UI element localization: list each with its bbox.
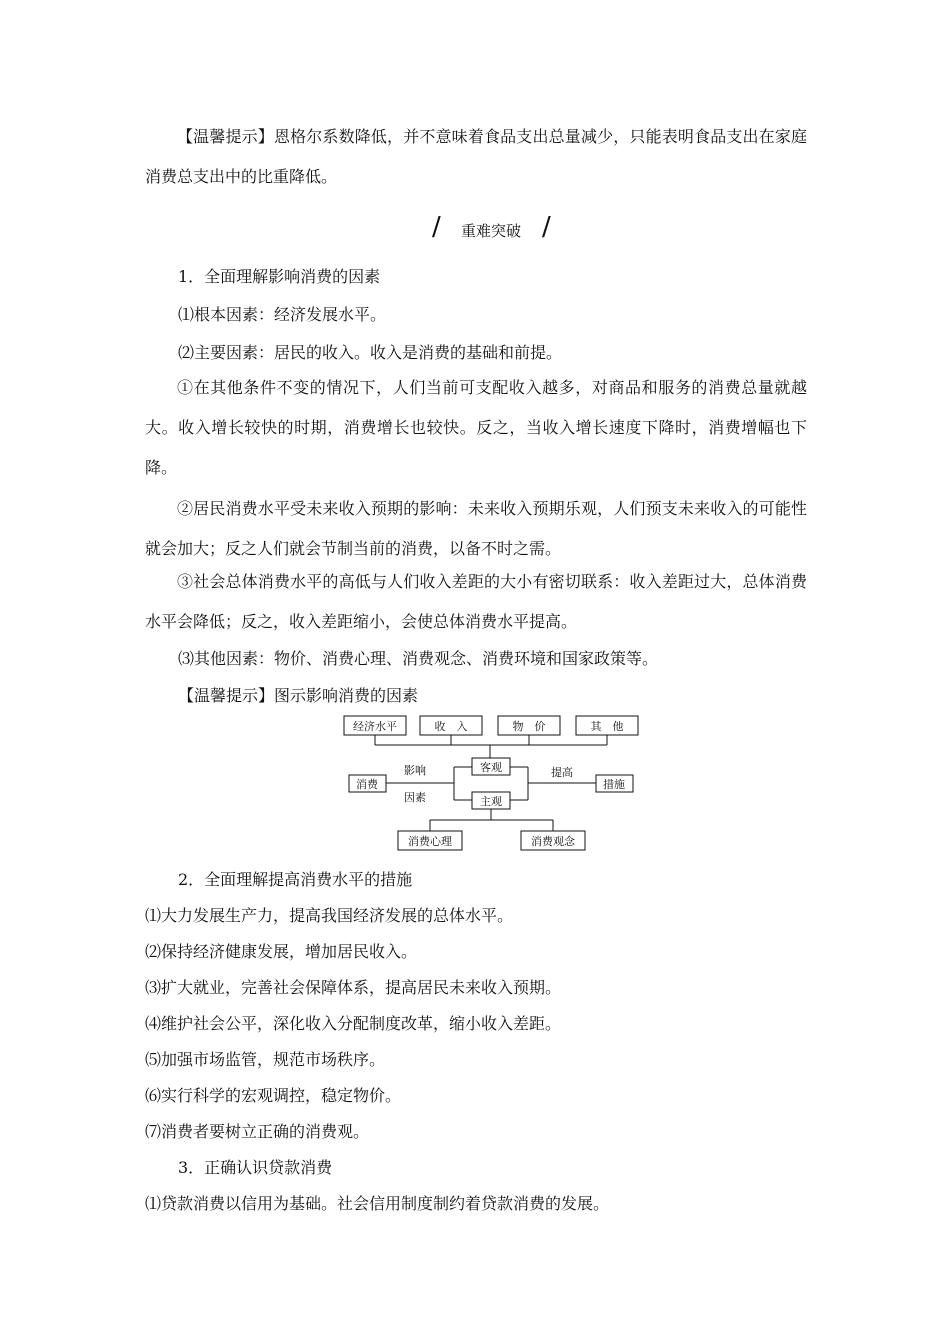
box-income-label: 收 入 <box>434 720 468 733</box>
item2-heading: 2．全面理解提高消费水平的措施 <box>178 870 413 889</box>
item2-point-4: ⑷维护社会公平，深化收入分配制度改革，缩小收入差距。 <box>145 1014 562 1033</box>
box-subjective-label: 主观 <box>480 795 502 808</box>
box-measures-label: 措施 <box>603 778 625 791</box>
item2-point-6: ⑹实行科学的宏观调控，稳定物价。 <box>145 1086 402 1105</box>
box-psychology-label: 消费心理 <box>408 835 452 848</box>
slash-right-icon: / <box>542 212 551 242</box>
item2-point-3: ⑶扩大就业，完善社会保障体系，提高居民未来收入预期。 <box>145 978 562 997</box>
box-price-label: 物 价 <box>512 720 546 733</box>
box-consumption-label: 消费 <box>356 778 378 791</box>
section-title: 重难突破 <box>461 222 522 240</box>
item1-c1: ①在其他条件不变的情况下，人们当前可支配收入越多，对商品和服务的消费总量就越大。收入增长较快的时期，消费增长也较快。反之，当收入增长速度下降时，消费增幅也下降。 <box>145 378 807 477</box>
item3-a: ⑴贷款消费以信用为基础。社会信用制度制约着贷款消费的发展。 <box>145 1194 610 1213</box>
item2-point-2: ⑵保持经济健康发展，增加居民收入。 <box>145 942 418 961</box>
section-header <box>430 212 560 242</box>
item1-heading: 1．全面理解影响消费的因素 <box>178 267 381 286</box>
item2-point-5: ⑸加强市场监管，规范市场秩序。 <box>145 1050 386 1069</box>
label-improve: 提高 <box>551 766 573 779</box>
tip-engel: 【温馨提示】恩格尔系数降低，并不意味着食品支出总量减少，只能表明食品支出在家庭消费总支出中的比重降低。 <box>145 127 807 186</box>
slash-left-icon: / <box>432 212 441 242</box>
item3-heading: 3．正确认识贷款消费 <box>178 1158 333 1177</box>
label-influence: 影响 <box>404 764 426 777</box>
item1-b: ⑵主要因素：居民的收入。收入是消费的基础和前提。 <box>178 343 563 362</box>
box-other-label: 其 他 <box>590 720 624 733</box>
box-economy-label: 经济水平 <box>353 720 397 733</box>
item1-c2: ②居民消费水平受未来收入预期的影响：未来收入预期乐观，人们预支未来收入的可能性就会加大；反之人们就会节制当前的消费，以备不时之需。 <box>145 499 807 558</box>
item1-d: ⑶其他因素：物价、消费心理、消费观念、消费环境和国家政策等。 <box>178 649 659 668</box>
item1-a: ⑴根本因素：经济发展水平。 <box>178 305 387 324</box>
tip-diagram: 【温馨提示】图示影响消费的因素 <box>178 686 419 705</box>
item1-c3: ③社会总体消费水平的高低与人们收入差距的大小有密切联系：收入差距过大，总体消费水平会降低；反之，收入差距缩小，会使总体消费水平提高。 <box>145 572 807 631</box>
box-objective-label: 客观 <box>480 761 502 774</box>
item2-point-7: ⑺消费者要树立正确的消费观。 <box>145 1122 370 1141</box>
label-factors: 因素 <box>404 791 426 804</box>
box-concept-label: 消费观念 <box>531 835 575 848</box>
item2-point-1: ⑴大力发展生产力，提高我国经济发展的总体水平。 <box>145 906 514 925</box>
consumption-factors-diagram <box>340 712 640 854</box>
